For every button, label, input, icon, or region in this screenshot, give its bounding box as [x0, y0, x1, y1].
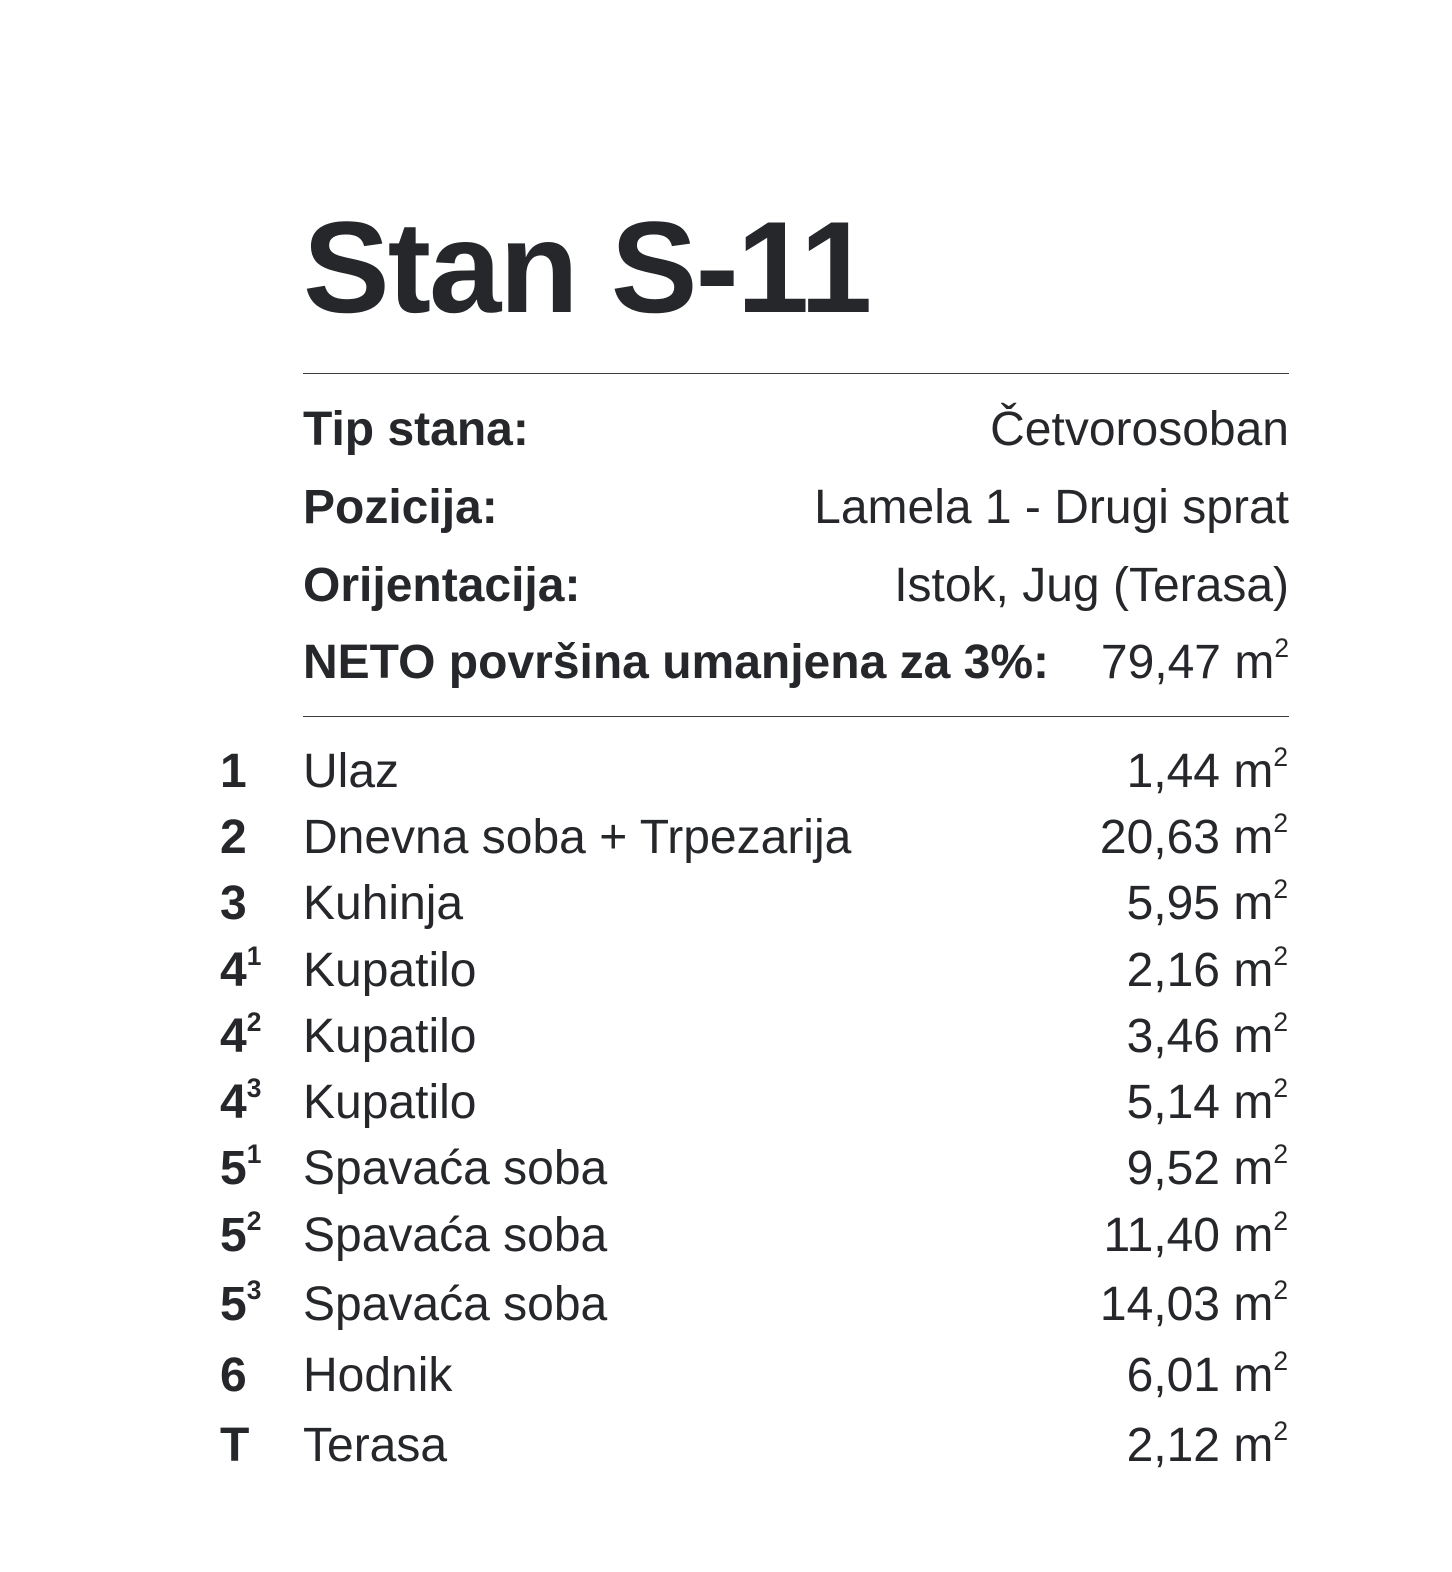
- room-area: [1127, 1416, 1288, 1476]
- room-number-main: 1: [220, 745, 247, 798]
- unit-superscript: 2: [1273, 1206, 1288, 1237]
- room-number-sup: 1: [246, 941, 262, 972]
- room-name: Spavaća soba: [303, 1209, 608, 1262]
- room-number-main: 5: [220, 1142, 247, 1195]
- room-area: [1127, 1007, 1288, 1067]
- room-area: [1127, 1346, 1288, 1406]
- info-row-orientation: [303, 556, 1289, 616]
- room-row: [0, 1346, 1452, 1406]
- room-area-value: 5,14 m: [1126, 1076, 1274, 1129]
- room-area-value: 11,40 m: [1103, 1209, 1274, 1262]
- room-area-value: 14,03 m: [1099, 1278, 1274, 1331]
- room-area: [1103, 1206, 1288, 1266]
- room-row: [0, 941, 1452, 1001]
- info-label: Pozicija:: [303, 481, 498, 534]
- room-name: Spavaća soba: [303, 1278, 608, 1331]
- unit-superscript: 2: [1273, 1007, 1288, 1038]
- room-number: [220, 1275, 261, 1335]
- info-value: [1100, 633, 1289, 689]
- room-number-sup: 2: [246, 1007, 262, 1038]
- room-number: [220, 1007, 261, 1067]
- info-row-apartment-type: [303, 400, 1289, 460]
- room-area: [1127, 1139, 1288, 1199]
- room-number-sup: 3: [246, 1275, 262, 1306]
- unit-superscript: 2: [1273, 1139, 1288, 1170]
- room-row: [0, 1275, 1452, 1335]
- room-area: [1127, 874, 1288, 934]
- room-number: [220, 1416, 249, 1476]
- page-title: Stan S-11: [303, 194, 871, 340]
- unit-superscript: 2: [1273, 941, 1288, 972]
- info-label: Tip stana:: [303, 403, 529, 456]
- unit-superscript: 2: [1273, 742, 1288, 773]
- room-name: Spavaća soba: [303, 1142, 608, 1195]
- room-number-sup: 1: [246, 1139, 262, 1170]
- room-number-main: 4: [220, 944, 247, 997]
- room-row: [0, 1073, 1452, 1133]
- room-name: Ulaz: [303, 745, 400, 798]
- info-value: Četvorosoban: [990, 403, 1289, 456]
- room-name: Hodnik: [303, 1349, 453, 1402]
- room-area-value: 2,16 m: [1126, 944, 1274, 997]
- unit-superscript: 2: [1273, 1073, 1288, 1104]
- info-label: NETO površina umanjena za 3%:: [303, 636, 1049, 689]
- info-row-net-area: [303, 633, 1289, 693]
- room-area-value: 20,63 m: [1099, 811, 1274, 864]
- room-area: [1127, 941, 1288, 1001]
- room-row: [0, 1139, 1452, 1199]
- unit-superscript: 2: [1273, 1275, 1288, 1306]
- room-number-sup: 3: [246, 1073, 262, 1104]
- room-area: [1100, 1275, 1288, 1335]
- room-number-main: 3: [220, 877, 247, 930]
- room-number: [220, 1139, 261, 1199]
- info-row-position: [303, 478, 1289, 538]
- info-label: Orijentacija:: [303, 559, 581, 612]
- room-area-value: 3,46 m: [1126, 1010, 1274, 1063]
- room-number-main: T: [220, 1419, 250, 1472]
- unit-superscript: 2: [1273, 808, 1288, 839]
- room-number-main: 5: [220, 1278, 247, 1331]
- room-area: [1100, 808, 1288, 868]
- divider-middle: [303, 716, 1289, 717]
- room-area-value: 1,44 m: [1126, 745, 1274, 798]
- room-number-sup: 2: [246, 1206, 262, 1237]
- room-name: Kupatilo: [303, 1010, 477, 1063]
- room-number: [220, 808, 247, 868]
- unit-superscript: 2: [1273, 1416, 1288, 1447]
- room-row: [0, 1206, 1452, 1266]
- room-row: [0, 808, 1452, 868]
- info-value: Istok, Jug (Terasa): [894, 559, 1289, 612]
- unit-superscript: 2: [1273, 1346, 1288, 1377]
- room-row: [0, 742, 1452, 802]
- unit-superscript: 2: [1274, 633, 1289, 664]
- divider-top: [303, 373, 1289, 374]
- room-row: [0, 874, 1452, 934]
- room-name: Kuhinja: [303, 877, 464, 930]
- net-area-value: 79,47 m: [1100, 636, 1275, 689]
- room-number: [220, 1346, 247, 1406]
- room-number: [220, 742, 247, 802]
- room-area-value: 6,01 m: [1126, 1349, 1274, 1402]
- room-number: [220, 874, 247, 934]
- room-name: Dnevna soba + Trpezarija: [303, 811, 852, 864]
- room-area: [1127, 742, 1288, 802]
- room-name: Terasa: [303, 1419, 448, 1472]
- room-area-value: 5,95 m: [1126, 877, 1274, 930]
- room-number-main: 4: [220, 1010, 247, 1063]
- room-area: [1127, 1073, 1288, 1133]
- room-number-main: 5: [220, 1209, 247, 1262]
- room-row: [0, 1416, 1452, 1476]
- room-number: [220, 1073, 261, 1133]
- room-number-main: 6: [220, 1349, 247, 1402]
- room-name: Kupatilo: [303, 1076, 477, 1129]
- room-number: [220, 1206, 261, 1266]
- room-number-main: 2: [220, 811, 247, 864]
- unit-superscript: 2: [1273, 874, 1288, 905]
- room-area-value: 9,52 m: [1126, 1142, 1274, 1195]
- room-number-main: 4: [220, 1076, 247, 1129]
- info-value: Lamela 1 - Drugi sprat: [814, 481, 1289, 534]
- room-row: [0, 1007, 1452, 1067]
- room-area-value: 2,12 m: [1126, 1419, 1274, 1472]
- room-name: Kupatilo: [303, 944, 477, 997]
- room-number: [220, 941, 261, 1001]
